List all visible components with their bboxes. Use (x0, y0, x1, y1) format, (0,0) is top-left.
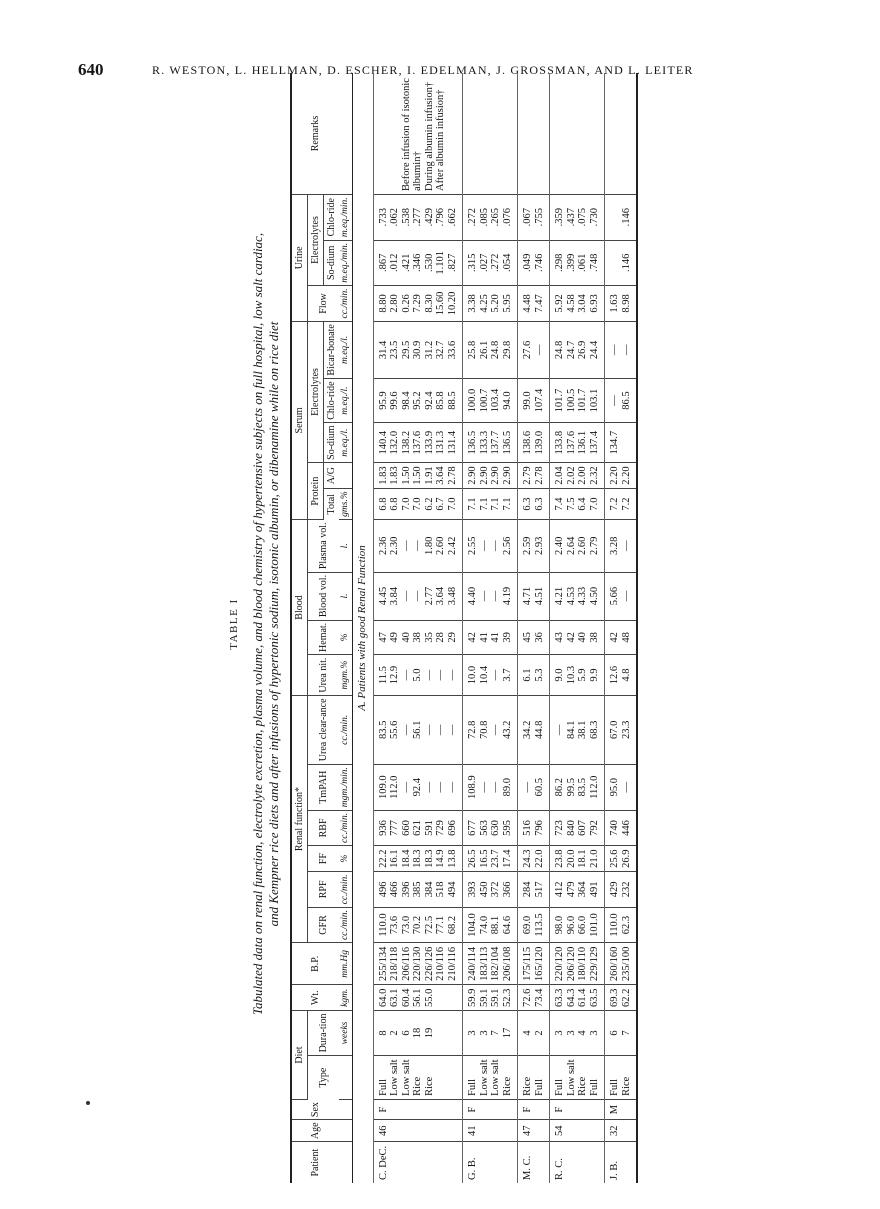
section-a-heading: A. Patients with good Renal Function (353, 73, 374, 1183)
unit-urea-nit: mgm.% (339, 655, 353, 696)
page-number: 640 (78, 60, 104, 79)
cell-type: Rice Full (518, 1055, 550, 1099)
cell-rpf: 412 479 364 491 (550, 872, 605, 908)
col-sex: Sex (291, 1099, 339, 1119)
cell-plasma-vol: 2.36 2.30 — — 1.80 2.60 2.42 (373, 520, 463, 573)
cell-tmpah: 108.9 — — 89.0 (463, 764, 518, 810)
col-urine-chloride: Chlo-ride (324, 194, 340, 240)
cell-wt: 69.3 62.2 (605, 985, 638, 1011)
cell-hemat: 42 48 (605, 620, 638, 655)
margin-mark (86, 1101, 90, 1105)
cell-duration: 3 3 4 3 (550, 1011, 605, 1056)
cell-rpf: 284 517 (518, 872, 550, 908)
cell-blood-vol: 4.21 4.53 4.33 4.50 (550, 572, 605, 620)
cell-duration: 6 7 (605, 1011, 638, 1056)
cell-age: 54 (550, 1120, 605, 1142)
col-remarks: Remarks (291, 73, 339, 194)
cell-wt: 72.6 73.4 (518, 985, 550, 1011)
col-tmpah: TmPAH (308, 764, 340, 810)
col-duration: Dura-tion (308, 1011, 340, 1056)
cell-urea-nit: 9.0 10.3 5.9 9.9 (550, 655, 605, 696)
cell-sodium: 138.6 139.0 (518, 423, 550, 463)
col-patient: Patient (291, 1142, 339, 1183)
cell-total: 7.4 7.5 6.4 7.0 (550, 488, 605, 519)
cell-blood-vol: 4.71 4.51 (518, 572, 550, 620)
col-serum-sodium: So-dium (324, 423, 340, 463)
cell-gfr: 110.0 62.3 (605, 907, 638, 943)
cell-rbf: 740 446 (605, 810, 638, 846)
table-row (518, 73, 550, 1183)
cell-remarks (518, 73, 550, 194)
col-rbf: RBF (308, 810, 340, 846)
cell-patient: C. DeC. (373, 1142, 463, 1183)
col-gfr: GFR (308, 907, 340, 943)
unit-flow: cc./min. (339, 286, 353, 322)
cell-age: 41 (463, 1120, 518, 1142)
cell-chloride: — 86.5 (605, 379, 638, 423)
unit-urine-sodium: m.eq./min. (339, 240, 353, 286)
cell-flow: 8.80 2.80 0.26 7.29 8.30 15.60 10.20 (373, 286, 463, 322)
cell-urea-nit: 11.5 12.9 — 5.0 — — — (373, 655, 463, 696)
cell-ag: 2.90 2.90 2.90 2.90 (463, 463, 518, 489)
cell-wt: 64.0 63.1 60.4 56.1 55.0 (373, 985, 463, 1011)
unit-rbf: cc./min. (339, 810, 353, 846)
group-diet: Diet (291, 1011, 308, 1100)
cell-urea-nit: 12.6 4.8 (605, 655, 638, 696)
cell-ff: 26.5 16.5 23.7 17.4 (463, 846, 518, 872)
cell-chloride: 100.0 100.7 103.4 94.0 (463, 379, 518, 423)
cell-rbf: 936 777 660 621 591 729 696 (373, 810, 463, 846)
col-serum-bicarbonate: Bicar-bonate (324, 321, 340, 378)
cell-bp: 175/115 165/120 (518, 943, 550, 985)
cell-gfr: 110.0 73.6 73.0 70.2 72.5 77.1 68.2 (373, 907, 463, 943)
col-protein-total: Total (324, 488, 340, 519)
cell-rbf: 677 563 630 595 (463, 810, 518, 846)
cell-type: Full Rice (605, 1055, 638, 1099)
cell-sex: F (463, 1099, 518, 1119)
cell-flow: 4.48 7.47 (518, 286, 550, 322)
col-type: Type (308, 1055, 340, 1099)
unit-bp: mm.Hg (339, 943, 353, 985)
cell-bp: 220/120 206/120 180/110 229/129 (550, 943, 605, 985)
cell-tmpah: 86.2 99.5 83.5 112.0 (550, 764, 605, 810)
cell-wt: 63.3 64.3 61.4 63.5 (550, 985, 605, 1011)
unit-wt: kgm. (339, 985, 353, 1011)
cell-bp: 240/114 183/113 182/104 206/108 (463, 943, 518, 985)
cell-rpf: 496 466 396 385 384 518 494 (373, 872, 463, 908)
cell-urea-clearance: — 84.1 38.1 68.3 (550, 695, 605, 764)
cell-sodium: 140.4 132.0 138.2 137.6 133.9 131.3 131.4 (373, 423, 463, 463)
group-serum: Serum (291, 321, 308, 519)
table-title-line-1: Tabulated data on renal function, electrolyte excretion, plasma volume, and blood chemistry of hypertensive subjects on full hospital, low salt cardiac, (250, 232, 265, 1016)
col-age: Age (291, 1120, 339, 1142)
cell-duration: 3 3 7 17 (463, 1011, 518, 1056)
cell-ff: 22.2 16.1 18.4 18.3 18.3 14.9 13.8 (373, 846, 463, 872)
cell-blood-vol: 4.40 — — 4.19 (463, 572, 518, 620)
cell-remarks (550, 73, 605, 194)
cell-age: 46 (373, 1120, 463, 1142)
unit-plasma-vol: l. (339, 520, 353, 573)
cell-gfr: 98.0 96.0 66.0 101.0 (550, 907, 605, 943)
cell-patient: R. C. (550, 1142, 605, 1183)
cell-flow: 3.38 4.25 5.20 5.95 (463, 286, 518, 322)
cell-tmpah: — 60.5 (518, 764, 550, 810)
cell-sex: F (373, 1099, 463, 1119)
col-urea-clearance: Urea clear-ance (308, 695, 340, 764)
cell-sex: M (605, 1099, 638, 1119)
cell-u-sodium: .867 .012 .421 .346 .530 1.101 .827 (373, 240, 463, 286)
cell-ag: 2.79 2.78 (518, 463, 550, 489)
cell-plasma-vol: 2.59 2.93 (518, 520, 550, 573)
col-plasma-vol: Plasma vol. (308, 520, 340, 573)
cell-plasma-vol: 2.40 2.64 2.60 2.79 (550, 520, 605, 573)
unit-gfr: cc./min. (339, 907, 353, 943)
rotated-table-block (226, 59, 816, 1189)
cell-urea-nit: 6.1 5.3 (518, 655, 550, 696)
group-serum-electrolytes: Electrolytes (308, 321, 324, 462)
cell-gfr: 104.0 74.0 88.1 64.6 (463, 907, 518, 943)
cell-bicarbonate: — — (605, 321, 638, 378)
cell-bicarbonate: 24.8 24.7 26.9 24.4 (550, 321, 605, 378)
cell-age: 32 (605, 1120, 638, 1142)
cell-hemat: 42 41 41 39 (463, 620, 518, 655)
unit-urea-clearance: cc./min. (339, 695, 353, 764)
col-urea-nit: Urea nit. (308, 655, 340, 696)
unit-urine-chloride: m.eq./min. (339, 194, 353, 240)
cell-u-sodium: .049 .746 (518, 240, 550, 286)
cell-rpf: 393 450 372 366 (463, 872, 518, 908)
cell-u-chloride: .272 .085 .265 .076 (463, 194, 518, 240)
unit-chloride: m.eq./l. (339, 379, 353, 423)
cell-bicarbonate: 27.6 — (518, 321, 550, 378)
group-blood: Blood (291, 520, 308, 696)
cell-bp: 255/134 218/118 206/116 220/130 226/126 210/116 210/116 (373, 943, 463, 985)
cell-chloride: 99.0 107.4 (518, 379, 550, 423)
col-blood-vol: Blood vol. (308, 572, 340, 620)
cell-hemat: 45 36 (518, 620, 550, 655)
cell-sodium: 136.5 133.3 137.7 136.5 (463, 423, 518, 463)
cell-total: 6.8 6.8 7.0 7.0 6.2 6.7 7.0 (373, 488, 463, 519)
cell-u-sodium: .315 .027 .272 .054 (463, 240, 518, 286)
table-title-line-2: and Kempner rice diets and after infusions of hypertonic sodium, isotonic albumin, or dibenamine while on rice diet (266, 321, 281, 927)
cell-total: 6.3 6.3 (518, 488, 550, 519)
cell-type: Full Low salt Low salt Rice (463, 1055, 518, 1099)
cell-urea-clearance: 34.2 44.8 (518, 695, 550, 764)
cell-patient: J. B. (605, 1142, 638, 1183)
group-renal: Renal function* (291, 695, 308, 942)
cell-urea-clearance: 67.0 23.3 (605, 695, 638, 764)
cell-ag: 2.20 2.20 (605, 463, 638, 489)
cell-tmpah: 109.0 112.0 — 92.4 — — — (373, 764, 463, 810)
cell-u-chloride: .733 .062 .538 .277 .429 .796 .662 (373, 194, 463, 240)
cell-remarks: Before infusion of isotonic albumin† During albumin infusion† After albumin infusion† (373, 73, 463, 194)
col-ff: FF (308, 846, 340, 872)
unit-hemat: % (339, 620, 353, 655)
cell-type: Full Low salt Low salt Rice Rice (373, 1055, 463, 1099)
cell-blood-vol: 4.45 3.84 — — 2.77 3.64 3.48 (373, 572, 463, 620)
cell-ag: 1.83 1.83 1.50 1.50 1.91 3.64 2.78 (373, 463, 463, 489)
cell-hemat: 47 49 40 38 35 28 29 (373, 620, 463, 655)
cell-flow: 5.92 4.58 3.04 6.93 (550, 286, 605, 322)
cell-urea-clearance: 83.5 55.6 — 56.1 — — — (373, 695, 463, 764)
table-row (463, 73, 518, 1183)
unit-ff: % (339, 846, 353, 872)
cell-blood-vol: 5.66 — (605, 572, 638, 620)
cell-urea-clearance: 72.8 70.8 — 43.2 (463, 695, 518, 764)
cell-wt: 59.9 59.1 59.1 52.3 (463, 985, 518, 1011)
cell-u-sodium: .298 .399 .061 .748 (550, 240, 605, 286)
table-row (373, 73, 463, 1183)
col-protein-ag: A/G (324, 463, 340, 489)
col-flow: Flow (308, 286, 340, 322)
cell-patient: G. B. (463, 1142, 518, 1183)
unit-sodium: m.eq./l. (339, 423, 353, 463)
cell-sodium: 133.8 137.6 136.1 137.4 (550, 423, 605, 463)
cell-u-chloride: .359 .437 .075 .730 (550, 194, 605, 240)
col-serum-chloride: Chlo-ride (324, 379, 340, 423)
unit-bicarbonate: m.eq./l. (339, 321, 353, 378)
cell-flow: 1.63 8.98 (605, 286, 638, 322)
cell-urea-nit: 10.0 10.4 — 3.7 (463, 655, 518, 696)
unit-rpf: cc./min. (339, 872, 353, 908)
group-protein: Protein (308, 463, 324, 520)
cell-ff: 25.6 26.9 (605, 846, 638, 872)
cell-u-chloride: .067 .755 (518, 194, 550, 240)
cell-rpf: 429 232 (605, 872, 638, 908)
cell-plasma-vol: 2.55 — — 2.56 (463, 520, 518, 573)
cell-sex: F (518, 1099, 550, 1119)
cell-age: 47 (518, 1120, 550, 1142)
cell-hemat: 43 42 40 38 (550, 620, 605, 655)
col-wt: Wt. (291, 985, 339, 1011)
unit-blood-vol: l. (339, 572, 353, 620)
cell-u-sodium: .146 (605, 240, 638, 286)
cell-plasma-vol: 3.28 — (605, 520, 638, 573)
cell-ff: 23.8 20.0 18.1 21.0 (550, 846, 605, 872)
cell-total: 7.1 7.1 7.1 7.1 (463, 488, 518, 519)
cell-bicarbonate: 31.4 23.5 29.5 30.9 31.2 32.7 33.6 (373, 321, 463, 378)
cell-ff: 24.3 22.0 (518, 846, 550, 872)
col-hemat: Hemat. (308, 620, 340, 655)
data-table (290, 73, 638, 1183)
cell-sodium: 134.7 (605, 423, 638, 463)
cell-type: Full Low salt Rice Full (550, 1055, 605, 1099)
table-label: TABLE I (228, 598, 240, 650)
group-urine-electrolytes: Electrolytes (308, 194, 324, 285)
cell-chloride: 95.9 99.6 98.4 95.2 92.4 85.8 88.5 (373, 379, 463, 423)
cell-bp: 260/160 235/100 (605, 943, 638, 985)
table-row (550, 73, 605, 1183)
cell-ag: 2.04 2.02 2.00 2.32 (550, 463, 605, 489)
group-urine: Urine (291, 194, 308, 321)
cell-duration: 8 2 6 18 19 (373, 1011, 463, 1056)
cell-tmpah: 95.0 — (605, 764, 638, 810)
col-rpf: RPF (308, 872, 340, 908)
cell-rbf: 723 840 607 792 (550, 810, 605, 846)
col-urine-sodium: So-dium (324, 240, 340, 286)
unit-duration: weeks (339, 1011, 353, 1056)
cell-gfr: 69.0 113.5 (518, 907, 550, 943)
cell-chloride: 101.7 100.5 101.7 103.1 (550, 379, 605, 423)
running-head: R. WESTON, L. HELLMAN, D. ESCHER, I. EDELMAN, J. GROSSMAN, AND L. LEITER (152, 63, 694, 77)
col-bp: B.P. (291, 943, 339, 985)
cell-sex: F (550, 1099, 605, 1119)
cell-remarks (463, 73, 518, 194)
cell-duration: 4 2 (518, 1011, 550, 1056)
unit-total: gms.% (339, 488, 353, 519)
cell-patient: M. C. (518, 1142, 550, 1183)
table-row (605, 73, 638, 1183)
cell-total: 7.2 7.2 (605, 488, 638, 519)
cell-rbf: 516 796 (518, 810, 550, 846)
cell-remarks (605, 73, 638, 194)
cell-u-chloride: .146 (605, 194, 638, 240)
cell-bicarbonate: 25.8 26.1 24.8 29.8 (463, 321, 518, 378)
unit-tmpah: mgm./min. (339, 764, 353, 810)
